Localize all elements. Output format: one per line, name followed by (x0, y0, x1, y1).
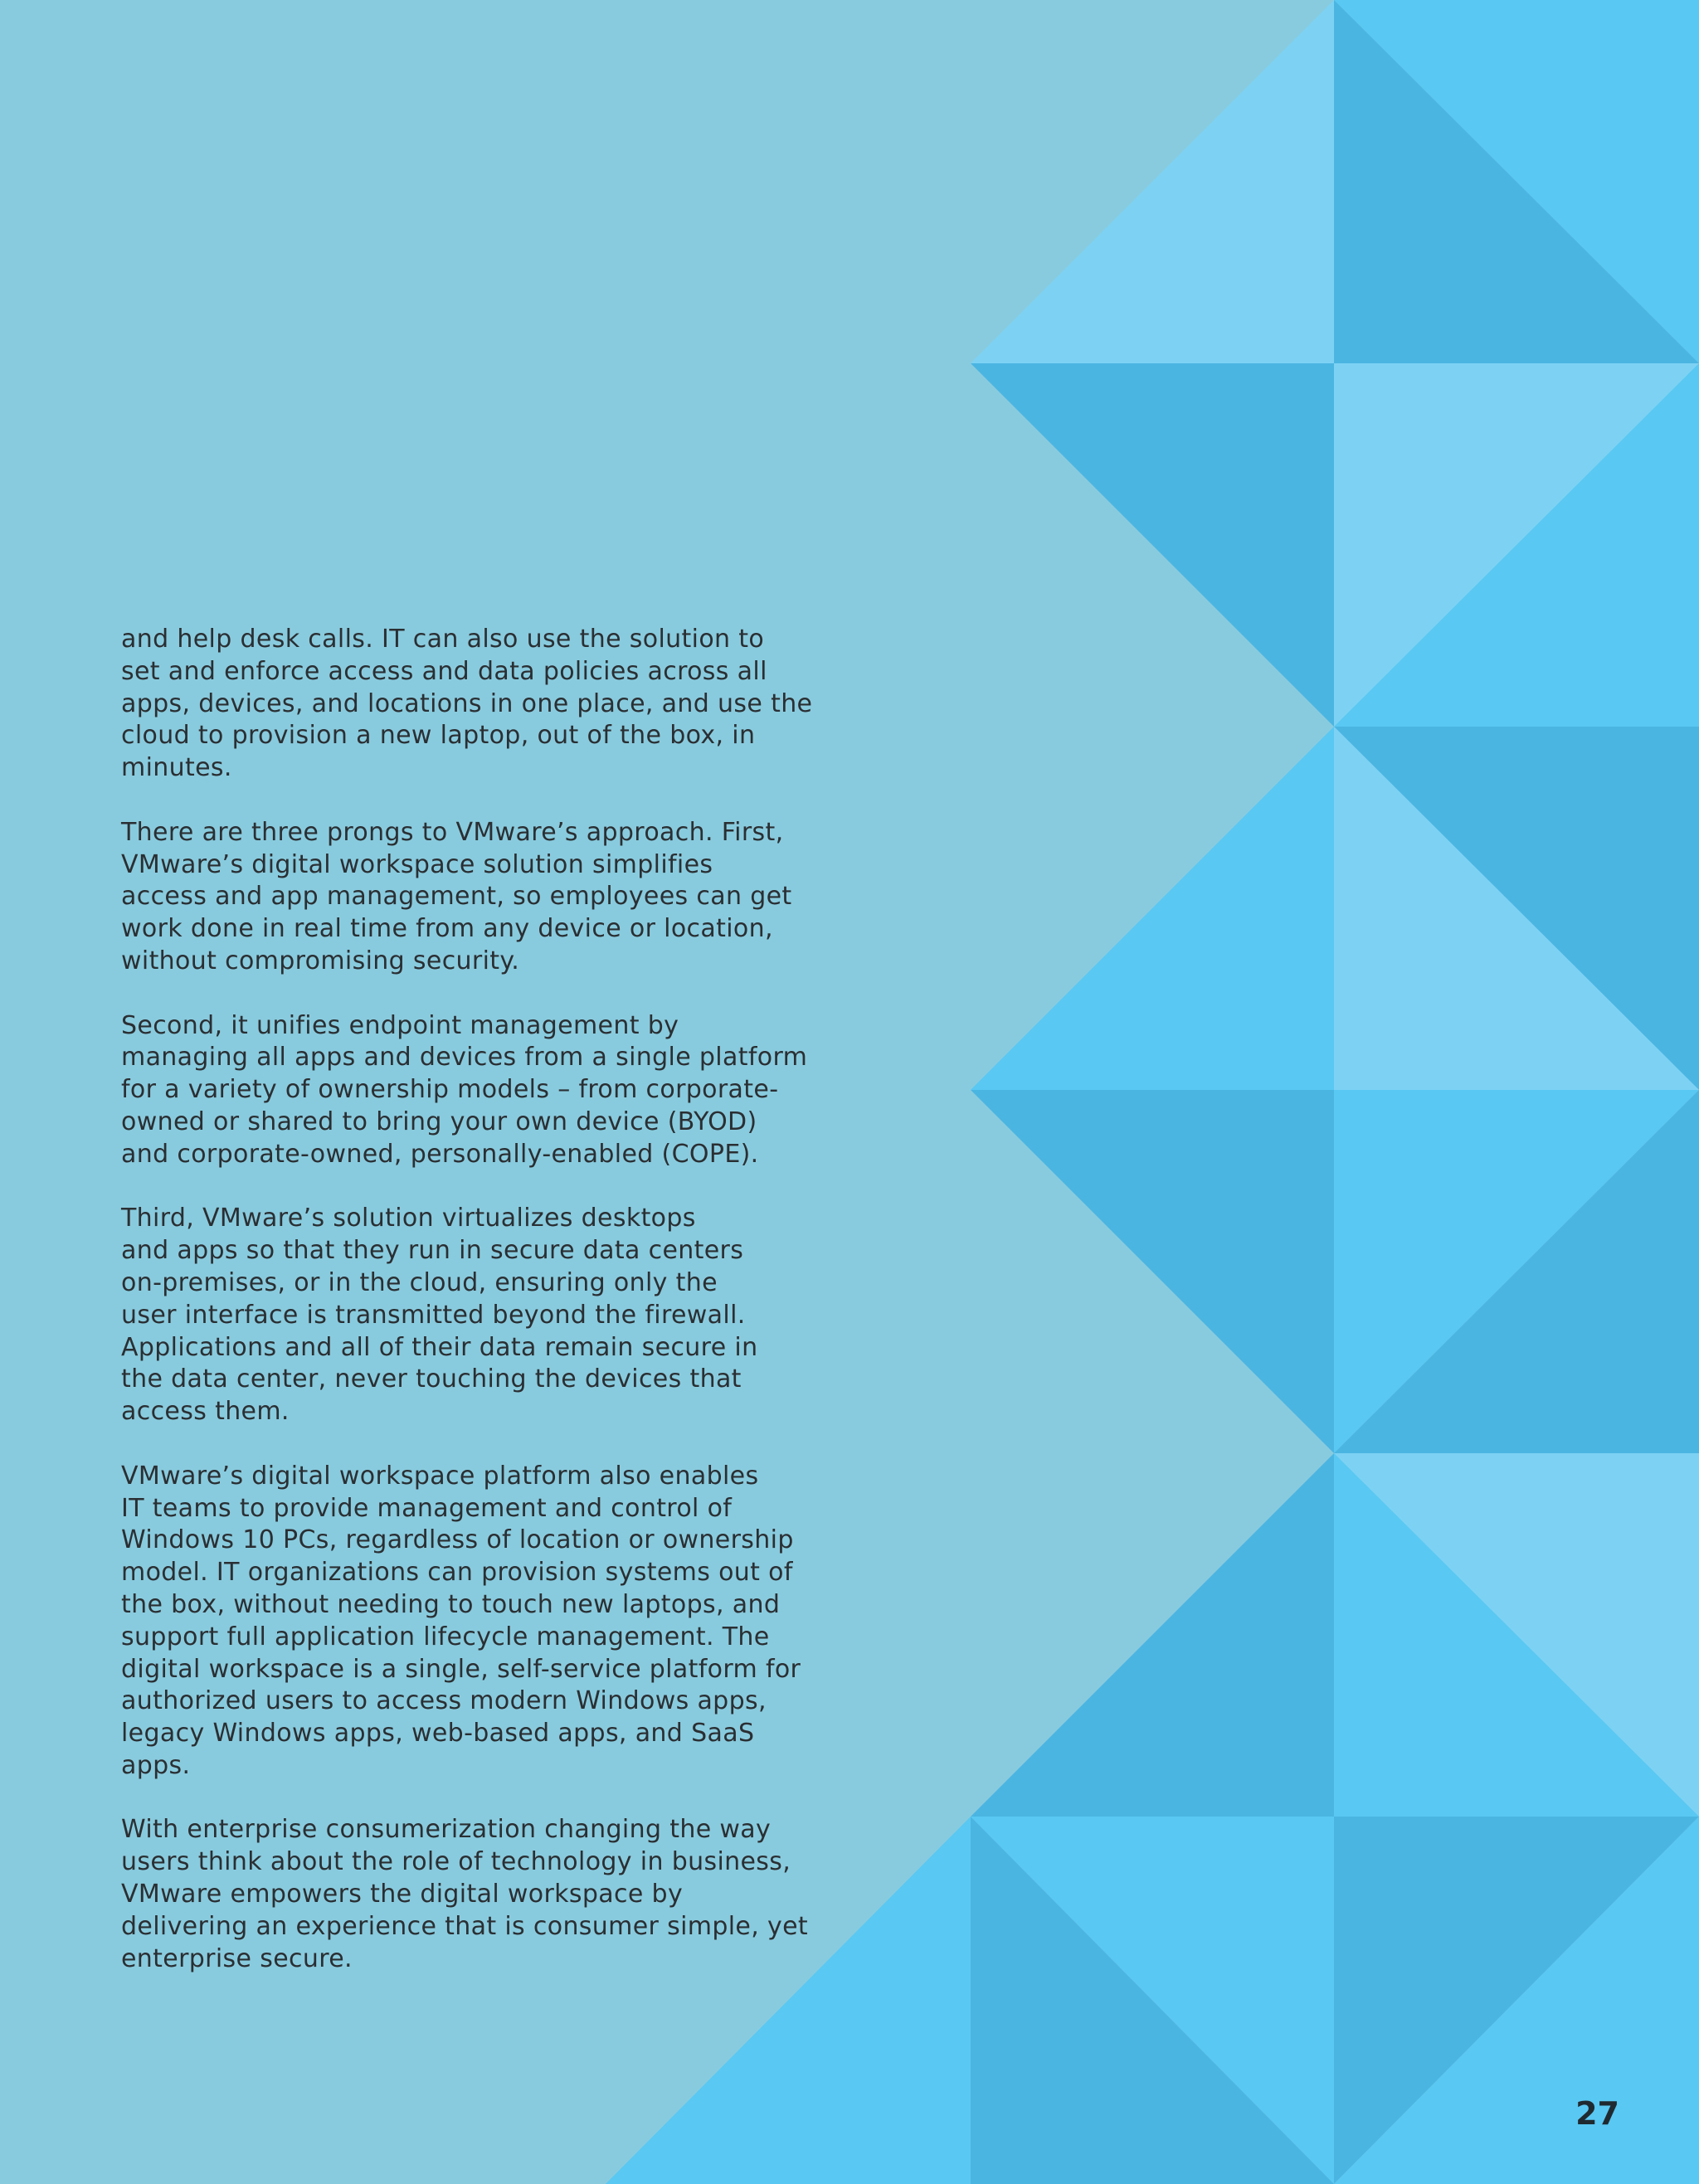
text-line: set and enforce access and data policies across all (121, 656, 767, 686)
text-line: VMware’s digital workspace solution simplifies (121, 849, 713, 879)
decorative-triangle (971, 1090, 1334, 1453)
text-line: legacy Windows apps, web-based apps, and SaaS (121, 1719, 755, 1749)
text-line: and help desk calls. IT can also use the solution to (121, 625, 765, 654)
text-line: managing all apps and devices from a single platform (121, 1043, 808, 1073)
text-line: cloud to provision a new laptop, out of the box, in (121, 721, 756, 751)
text-line: authorized users to access modern Windows apps, (121, 1686, 767, 1716)
text-line: apps, devices, and locations in one place, and use the (121, 688, 813, 718)
text-line: for a variety of ownership models – from corporate- (121, 1075, 779, 1105)
page-number: 27 (1575, 2095, 1619, 2132)
text-line: IT teams to provide management and control of (121, 1493, 733, 1523)
text-line: support full application lifecycle management. The (121, 1622, 770, 1651)
text-line: user interface is transmitted beyond the firewall. (121, 1300, 746, 1330)
text-line: owned or shared to bring your own device (BYOD) (121, 1107, 757, 1136)
text-line: on-premises, or in the cloud, ensuring only the (121, 1267, 718, 1297)
body-paragraph (121, 1461, 851, 1783)
text-line: VMware’s digital workspace platform also enables (121, 1461, 759, 1491)
text-line: without compromising security. (121, 946, 520, 975)
text-line: and apps so that they run in secure data centers (121, 1236, 744, 1266)
text-line: Windows 10 PCs, regardless of location or ownership (121, 1525, 794, 1555)
text-line: Third, VMware’s solution virtualizes desktops (121, 1204, 696, 1233)
body-paragraph (121, 1010, 851, 1171)
text-line: users think about the role of technology in business, (121, 1847, 791, 1877)
text-line: model. IT organizations can provision systems out of (121, 1558, 793, 1588)
text-line: minutes. (121, 753, 232, 783)
text-line: Applications and all of their data remain secure in (121, 1332, 758, 1362)
decorative-triangle (971, 727, 1334, 1090)
text-line: Second, it unifies endpoint management by (121, 1010, 679, 1040)
text-line: work done in real time from any device or location, (121, 914, 773, 944)
text-line: the data center, never touching the devices that (121, 1364, 742, 1394)
text-line: digital workspace is a single, self-service platform for (121, 1654, 801, 1684)
text-line: the box, without needing to touch new laptops, and (121, 1589, 781, 1619)
text-line: and corporate-owned, personally-enabled (COPE). (121, 1139, 759, 1169)
text-line: VMware empowers the digital workspace by (121, 1880, 684, 1909)
decorative-triangle (971, 363, 1334, 727)
text-line: access and app management, so employees can get (121, 882, 792, 912)
body-paragraph (121, 1814, 851, 1975)
body-paragraph (121, 817, 851, 978)
body-paragraph (121, 1203, 851, 1428)
body-paragraph (121, 624, 851, 785)
text-line: apps. (121, 1750, 191, 1780)
text-line: With enterprise consumerization changing the way (121, 1815, 772, 1845)
decorative-triangle (971, 0, 1334, 363)
body-text (121, 624, 851, 2007)
text-line: delivering an experience that is consumer simple, yet (121, 1911, 809, 1941)
text-line: enterprise secure. (121, 1943, 353, 1973)
decorative-triangle (971, 1453, 1334, 1817)
text-line: access them. (121, 1397, 290, 1427)
text-line: There are three prongs to VMware’s approach. First, (121, 817, 784, 847)
